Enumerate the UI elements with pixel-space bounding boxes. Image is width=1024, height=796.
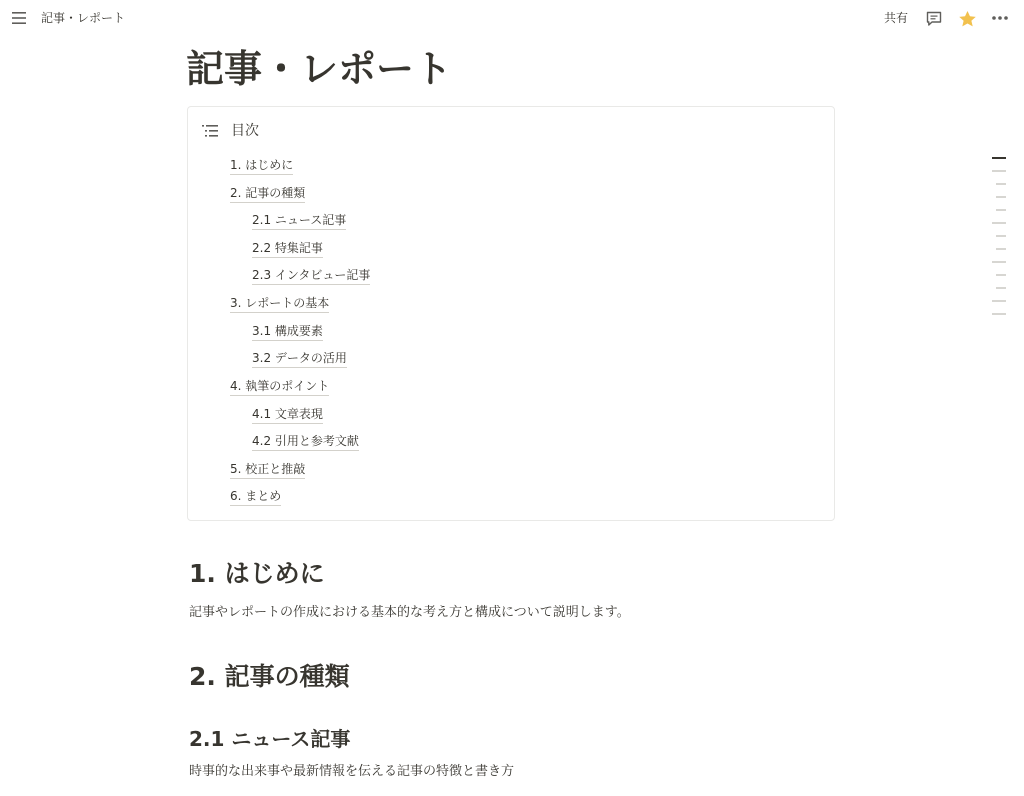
minimap-line[interactable] bbox=[996, 183, 1006, 185]
toc-item[interactable]: 3. レポートの基本 bbox=[230, 295, 329, 313]
minimap-line[interactable] bbox=[996, 235, 1006, 237]
paragraph-intro: 記事やレポートの作成における基本的な考え方と構成について説明します。 bbox=[189, 605, 630, 620]
toc-item[interactable]: 4.2 引用と参考文献 bbox=[252, 433, 359, 451]
minimap-line[interactable] bbox=[996, 209, 1006, 211]
top-bar bbox=[0, 0, 1024, 36]
more-icon[interactable] bbox=[991, 15, 1009, 21]
toc-item[interactable]: 4. 執筆のポイント bbox=[230, 378, 329, 396]
minimap-line[interactable] bbox=[992, 170, 1006, 172]
minimap-line[interactable] bbox=[996, 274, 1006, 276]
toc-item[interactable]: 5. 校正と推敲 bbox=[230, 461, 305, 479]
outline-minimap[interactable] bbox=[990, 157, 1008, 317]
minimap-line[interactable] bbox=[992, 157, 1006, 159]
minimap-line[interactable] bbox=[996, 248, 1006, 250]
toc-item[interactable]: 2.2 特集記事 bbox=[252, 240, 323, 258]
heading-article-types: 2. 記事の種類 bbox=[189, 662, 350, 691]
page-title: 記事・レポート bbox=[186, 47, 453, 91]
toc-item[interactable]: 2. 記事の種類 bbox=[230, 185, 305, 203]
toc-item[interactable]: 3.2 データの活用 bbox=[252, 350, 347, 368]
share-button[interactable]: 共有 bbox=[884, 11, 909, 25]
toc-item[interactable]: 6. まとめ bbox=[230, 488, 281, 506]
minimap-line[interactable] bbox=[996, 196, 1006, 198]
minimap-line[interactable] bbox=[992, 300, 1006, 302]
breadcrumb[interactable]: 記事・レポート bbox=[41, 11, 126, 25]
toc-item[interactable]: 3.1 構成要素 bbox=[252, 323, 323, 341]
toc-item[interactable]: 2.3 インタビュー記事 bbox=[252, 267, 370, 285]
star-icon[interactable] bbox=[958, 10, 977, 28]
paragraph-news-article: 時事的な出来事や最新情報を伝える記事の特徴と書き方 bbox=[189, 764, 515, 779]
toc-icon bbox=[201, 124, 219, 138]
menu-icon[interactable] bbox=[10, 10, 28, 26]
minimap-line[interactable] bbox=[996, 287, 1006, 289]
minimap-line[interactable] bbox=[992, 313, 1006, 315]
toc-item[interactable]: 4.1 文章表現 bbox=[252, 406, 323, 424]
toc-title: 目次 bbox=[231, 123, 259, 139]
heading-news-article: 2.1 ニュース記事 bbox=[189, 727, 351, 751]
toc-item[interactable]: 2.1 ニュース記事 bbox=[252, 212, 346, 230]
minimap-line[interactable] bbox=[992, 222, 1006, 224]
heading-intro: 1. はじめに bbox=[189, 559, 325, 588]
table-of-contents bbox=[187, 106, 835, 521]
toc-item[interactable]: 1. はじめに bbox=[230, 157, 293, 175]
comment-icon[interactable] bbox=[925, 10, 943, 28]
minimap-line[interactable] bbox=[992, 261, 1006, 263]
